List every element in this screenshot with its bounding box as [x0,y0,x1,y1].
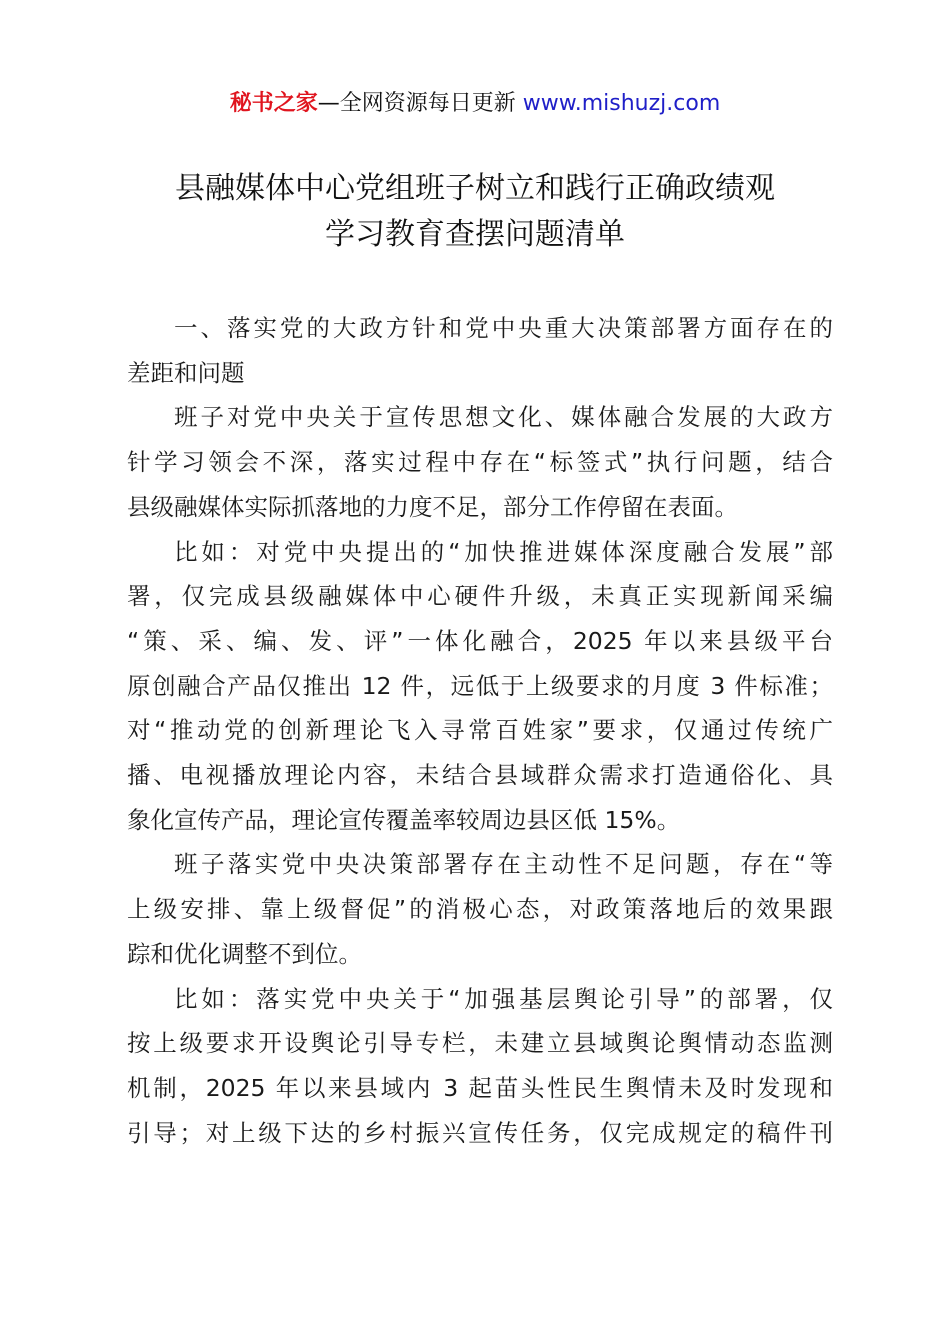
paragraph-line: 播、电视播放理论内容，未结合县域群众需求打造通俗化、具 [127,761,833,790]
paragraph-line: 比如：落实党中央关于“加强基层舆论引导”的部署，仅 [174,984,833,1013]
paragraph-line: 班子落实党中央决策部署存在主动性不足问题，存在“等 [174,850,833,879]
paragraph-line: 针学习领会不深，落实过程中存在“标签式”执行问题，结合 [127,448,833,477]
paragraph-line: 比如：对党中央提出的“加快推进媒体深度融合发展”部 [174,537,833,566]
paragraph-line: 署，仅完成县级融媒体中心硬件升级，未真正实现新闻采编 [127,582,833,611]
paragraph-line: “策、采、编、发、评”一体化融合，2025 年以来县级平台 [127,626,833,655]
title-line-1: 县融媒体中心党组班子树立和践行正确政绩观 [175,171,775,206]
title-line-2: 学习教育查摆问题清单 [325,217,625,252]
site-header [0,86,950,122]
document-body [127,306,833,1155]
paragraph-line: 引导；对上级下达的乡村振兴宣传任务，仅完成规定的稿件刊 [127,1118,833,1147]
paragraph-line: 踪和优化调整不到位。 [127,939,362,968]
paragraph-line: 象化宣传产品，理论宣传覆盖率较周边县区低 15%。 [127,805,681,834]
paragraph-line: 对“推动党的创新理论飞入寻常百姓家”要求，仅通过传统广 [127,716,833,745]
paragraph-line: 上级安排、靠上级督促”的消极心态，对政策落地后的效果跟 [127,895,833,924]
site-slogan: —全网资源每日更新 [317,91,523,116]
paragraph-line: 机制，2025 年以来县域内 3 起苗头性民生舆情未及时发现和 [127,1073,833,1102]
site-brand: 秘书之家 [229,91,318,116]
document-title [100,166,850,258]
paragraph-line: 班子对党中央关于宣传思想文化、媒体融合发展的大政方 [174,403,833,432]
paragraph-line: 原创融合产品仅推出 12 件，远低于上级要求的月度 3 件标准； [127,671,833,700]
section-heading-line: 差距和问题 [127,358,245,387]
site-url-link[interactable]: www.mishuzj.com [522,91,721,116]
paragraph-line: 按上级要求开设舆论引导专栏，未建立县域舆论舆情动态监测 [127,1029,833,1058]
paragraph-line: 县级融媒体实际抓落地的力度不足，部分工作停留在表面。 [127,492,738,521]
section-heading-line: 一、落实党的大政方针和党中央重大决策部署方面存在的 [174,314,833,342]
